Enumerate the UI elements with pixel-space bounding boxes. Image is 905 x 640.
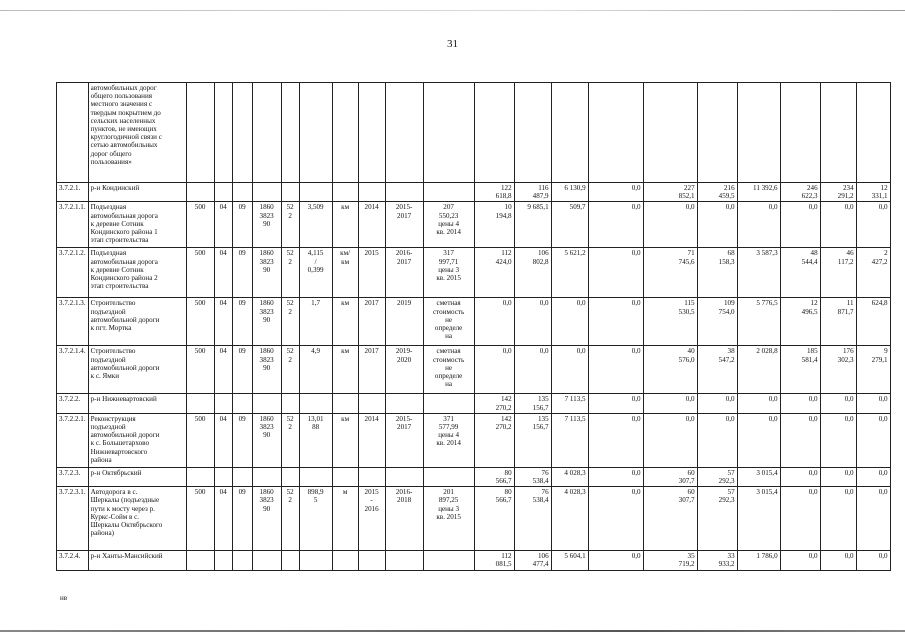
table-cell: 0,0 bbox=[737, 202, 780, 248]
table-cell bbox=[588, 83, 643, 183]
table-row bbox=[57, 551, 891, 570]
table-cell: 2016- 2018 bbox=[385, 487, 423, 551]
table-cell: 33 933,2 bbox=[697, 551, 737, 570]
table-cell: 115 530,5 bbox=[643, 298, 697, 346]
table-row bbox=[57, 346, 891, 394]
table-cell: 4,9 bbox=[299, 346, 332, 394]
table-row bbox=[57, 467, 891, 486]
table-cell: 1 786,0 bbox=[737, 551, 780, 570]
table-cell: 46 117,2 bbox=[820, 248, 856, 298]
table-cell bbox=[780, 83, 820, 183]
table-cell: 71 745,6 bbox=[643, 248, 697, 298]
table-cell: 0,0 bbox=[856, 487, 890, 551]
table-cell: 2016- 2017 bbox=[385, 248, 423, 298]
table-cell: 0,0 bbox=[588, 248, 643, 298]
row-code-cell: 3.7.2.2.1. bbox=[57, 413, 89, 467]
table-cell: 04 bbox=[214, 413, 232, 467]
table-cell bbox=[820, 83, 856, 183]
table-cell: 0,0 bbox=[737, 413, 780, 467]
row-name-cell: Автодорога в с. Шеркалы (подъездные пути к мосту через р. Куркс-Сойм в с. Шеркалы Октябрьского района) bbox=[88, 487, 186, 551]
table-cell: 09 bbox=[232, 202, 252, 248]
row-name-cell: Строительство подъездной автомобильной дороги к пгт. Мортка bbox=[88, 298, 186, 346]
table-cell: 52 2 bbox=[281, 413, 299, 467]
table-cell: сметная стоимость не определе на bbox=[423, 346, 474, 394]
table-cell: 0,0 bbox=[780, 487, 820, 551]
table-cell: 0,0 bbox=[856, 394, 890, 413]
table-cell bbox=[232, 467, 252, 486]
row-code-cell: 3.7.2.1.2. bbox=[57, 248, 89, 298]
table-cell: 317 997,71 цены 3 кв. 2015 bbox=[423, 248, 474, 298]
table-cell bbox=[299, 467, 332, 486]
table-cell: 0,0 bbox=[551, 298, 588, 346]
table-cell: 0,0 bbox=[820, 413, 856, 467]
table-cell: км bbox=[332, 413, 358, 467]
row-code-cell: 3.7.2.1.4. bbox=[57, 346, 89, 394]
table-cell: 500 bbox=[186, 346, 214, 394]
table-cell bbox=[186, 551, 214, 570]
table-cell bbox=[232, 551, 252, 570]
table-cell: автомобильных дорог общего пользования местного значения с твердым покрытием до сельских населенных пунктов, не имеющих круглогодичной связи с сетью автомобильных дорог общего пользования» bbox=[88, 83, 186, 183]
table-cell bbox=[385, 183, 423, 202]
row-code-cell: 3.7.2.1.1. bbox=[57, 202, 89, 248]
table-cell bbox=[299, 394, 332, 413]
table-cell bbox=[332, 394, 358, 413]
table-cell bbox=[358, 183, 385, 202]
table-cell: 2015- 2017 bbox=[385, 202, 423, 248]
table-row bbox=[57, 413, 891, 467]
table-cell: 0,0 bbox=[643, 202, 697, 248]
table-cell: 0,0 bbox=[697, 413, 737, 467]
table-cell: 624,8 bbox=[856, 298, 890, 346]
table-cell: 09 bbox=[232, 298, 252, 346]
table-cell: 5 604,1 bbox=[551, 551, 588, 570]
row-name-cell: р-н Нижневартовский bbox=[88, 394, 186, 413]
table-cell: 68 158,3 bbox=[697, 248, 737, 298]
table-cell: км bbox=[332, 202, 358, 248]
table-cell: 0,0 bbox=[820, 202, 856, 248]
table-cell: 4,115 / 0,399 bbox=[299, 248, 332, 298]
table-cell: 135 156,7 bbox=[514, 413, 551, 467]
table-cell: 216 459,5 bbox=[697, 183, 737, 202]
table-cell: 76 538,4 bbox=[514, 467, 551, 486]
table-cell: 52 2 bbox=[281, 346, 299, 394]
table-cell bbox=[214, 467, 232, 486]
table-cell bbox=[423, 83, 474, 183]
table-cell bbox=[358, 467, 385, 486]
table-cell: 0,0 bbox=[856, 551, 890, 570]
table-cell: 3 015,4 bbox=[737, 487, 780, 551]
row-name-cell: Подъездная автомобильная дорога к деревне Сотник Кондинского района 1 этап строительства bbox=[88, 202, 186, 248]
table-cell: 09 bbox=[232, 346, 252, 394]
table-cell: 142 270,2 bbox=[474, 413, 514, 467]
table-cell: 898,9 5 bbox=[299, 487, 332, 551]
table-cell: 6 130,9 bbox=[551, 183, 588, 202]
table-cell: 12 496,5 bbox=[780, 298, 820, 346]
scan-top-edge bbox=[0, 10, 905, 11]
table-cell bbox=[281, 83, 299, 183]
table-cell: 04 bbox=[214, 298, 232, 346]
table-cell: 0,0 bbox=[588, 183, 643, 202]
table-cell bbox=[281, 183, 299, 202]
table-cell bbox=[214, 394, 232, 413]
table-cell: 0,0 bbox=[820, 487, 856, 551]
table-cell: 5 621,2 bbox=[551, 248, 588, 298]
table-cell: 4 028,3 bbox=[551, 467, 588, 486]
table-cell: 176 302,3 bbox=[820, 346, 856, 394]
table-cell bbox=[281, 551, 299, 570]
table-cell: 500 bbox=[186, 298, 214, 346]
table-cell: 3 015,4 bbox=[737, 467, 780, 486]
table-cell: 0,0 bbox=[588, 487, 643, 551]
table-cell: 13,01 88 bbox=[299, 413, 332, 467]
table-row bbox=[57, 394, 891, 413]
table-cell bbox=[856, 83, 890, 183]
table-cell bbox=[214, 551, 232, 570]
table-cell: 04 bbox=[214, 487, 232, 551]
table-cell bbox=[332, 551, 358, 570]
table-cell: 3,509 bbox=[299, 202, 332, 248]
row-code-cell: 3.7.2.3. bbox=[57, 467, 89, 486]
row-name-cell: р-н Октябрьский bbox=[88, 467, 186, 486]
table-cell: 2019- 2020 bbox=[385, 346, 423, 394]
table-cell bbox=[299, 83, 332, 183]
table-cell: 234 291,2 bbox=[820, 183, 856, 202]
table-cell: 0,0 bbox=[588, 298, 643, 346]
table-cell: 10 194,8 bbox=[474, 202, 514, 248]
table-cell: 2015 bbox=[358, 248, 385, 298]
table-cell: 500 bbox=[186, 413, 214, 467]
table-cell bbox=[299, 183, 332, 202]
table-cell: 9 685,1 bbox=[514, 202, 551, 248]
table-cell: 2 427,2 bbox=[856, 248, 890, 298]
table-cell: 57 292,3 bbox=[697, 487, 737, 551]
table-cell bbox=[214, 183, 232, 202]
table-cell: 11 392,6 bbox=[737, 183, 780, 202]
row-code-cell: 3.7.2.3.1. bbox=[57, 487, 89, 551]
table-cell: 500 bbox=[186, 202, 214, 248]
table-cell: 1,7 bbox=[299, 298, 332, 346]
table-cell: км bbox=[332, 346, 358, 394]
table-cell: 0,0 bbox=[737, 394, 780, 413]
table-cell: 12 331,1 bbox=[856, 183, 890, 202]
table-cell: км/ км bbox=[332, 248, 358, 298]
program-table-container bbox=[56, 82, 891, 571]
table-cell: 48 544,4 bbox=[780, 248, 820, 298]
table-cell bbox=[385, 467, 423, 486]
program-table bbox=[56, 82, 891, 571]
table-cell: 2017 bbox=[358, 346, 385, 394]
table-cell bbox=[186, 183, 214, 202]
table-cell: 0,0 bbox=[588, 551, 643, 570]
table-cell bbox=[385, 551, 423, 570]
table-cell: 0,0 bbox=[780, 394, 820, 413]
table-cell: 60 307,7 bbox=[643, 467, 697, 486]
table-cell bbox=[232, 83, 252, 183]
table-cell bbox=[252, 551, 281, 570]
table-cell: 04 bbox=[214, 202, 232, 248]
table-cell bbox=[252, 183, 281, 202]
table-cell: 7 113,5 bbox=[551, 394, 588, 413]
table-cell bbox=[214, 83, 232, 183]
table-cell: 4 028,3 bbox=[551, 487, 588, 551]
table-cell bbox=[186, 394, 214, 413]
table-cell bbox=[281, 394, 299, 413]
table-row bbox=[57, 183, 891, 202]
table-cell: 0,0 bbox=[474, 346, 514, 394]
table-cell: 11 871,7 bbox=[820, 298, 856, 346]
table-cell bbox=[474, 83, 514, 183]
table-cell: 1860 3823 90 bbox=[252, 248, 281, 298]
table-cell bbox=[252, 83, 281, 183]
scan-bottom-edge bbox=[0, 630, 905, 632]
page-number: 31 bbox=[447, 38, 458, 50]
table-cell bbox=[423, 467, 474, 486]
table-cell: 2014 bbox=[358, 202, 385, 248]
table-cell: 38 547,2 bbox=[697, 346, 737, 394]
table-cell: 0,0 bbox=[514, 298, 551, 346]
table-cell: 57 292,3 bbox=[697, 467, 737, 486]
table-cell: 0,0 bbox=[856, 467, 890, 486]
table-cell bbox=[281, 467, 299, 486]
table-cell: 0,0 bbox=[643, 394, 697, 413]
table-cell bbox=[332, 83, 358, 183]
table-cell: 106 802,8 bbox=[514, 248, 551, 298]
table-cell: 227 852,1 bbox=[643, 183, 697, 202]
table-cell bbox=[232, 183, 252, 202]
table-cell: сметная стоимость не определе на bbox=[423, 298, 474, 346]
table-cell: 371 577,99 цены 4 кв. 2014 bbox=[423, 413, 474, 467]
table-row-continuation bbox=[57, 83, 891, 183]
table-cell: 52 2 bbox=[281, 298, 299, 346]
table-cell: 60 307,7 bbox=[643, 487, 697, 551]
table-cell bbox=[423, 551, 474, 570]
row-name-cell: Строительство подъездной автомобильной дороги к с. Ямки bbox=[88, 346, 186, 394]
row-code-cell: 3.7.2.1.3. bbox=[57, 298, 89, 346]
table-cell: 9 279,1 bbox=[856, 346, 890, 394]
table-cell: 0,0 bbox=[856, 202, 890, 248]
table-cell: 52 2 bbox=[281, 202, 299, 248]
table-cell: 201 897,25 цены 3 кв. 2015 bbox=[423, 487, 474, 551]
table-cell: 2017 bbox=[358, 298, 385, 346]
table-cell bbox=[643, 83, 697, 183]
table-cell: 0,0 bbox=[820, 394, 856, 413]
row-code-cell: 3.7.2.4. bbox=[57, 551, 89, 570]
table-cell: 3 587,3 bbox=[737, 248, 780, 298]
table-cell: 500 bbox=[186, 487, 214, 551]
table-cell bbox=[423, 394, 474, 413]
table-cell: 0,0 bbox=[697, 394, 737, 413]
table-cell bbox=[385, 394, 423, 413]
table-cell: 0,0 bbox=[588, 467, 643, 486]
table-cell: 0,0 bbox=[474, 298, 514, 346]
table-cell bbox=[697, 83, 737, 183]
table-cell bbox=[57, 83, 89, 183]
table-cell: 0,0 bbox=[588, 346, 643, 394]
table-cell: 142 270,2 bbox=[474, 394, 514, 413]
table-cell: 1860 3823 90 bbox=[252, 202, 281, 248]
table-cell bbox=[385, 83, 423, 183]
table-cell: 35 719,2 bbox=[643, 551, 697, 570]
table-cell: 0,0 bbox=[514, 346, 551, 394]
table-row bbox=[57, 298, 891, 346]
table-cell: 0,0 bbox=[780, 413, 820, 467]
table-cell bbox=[551, 83, 588, 183]
table-cell: 7 113,5 bbox=[551, 413, 588, 467]
table-cell: 09 bbox=[232, 248, 252, 298]
table-cell: 0,0 bbox=[780, 202, 820, 248]
table-cell bbox=[358, 551, 385, 570]
table-cell bbox=[358, 394, 385, 413]
table-cell bbox=[358, 83, 385, 183]
table-cell: 2014 bbox=[358, 413, 385, 467]
table-cell: 1860 3823 90 bbox=[252, 487, 281, 551]
table-cell: 0,0 bbox=[780, 467, 820, 486]
table-cell: 1860 3823 90 bbox=[252, 298, 281, 346]
row-name-cell: Подъездная автомобильная дорога к деревне Сотник Кондинского района 2 этап строительства bbox=[88, 248, 186, 298]
table-row bbox=[57, 248, 891, 298]
table-cell: 112 081,5 bbox=[474, 551, 514, 570]
row-name-cell: Реконструкция подъездной автомобильной дороги к с. Большетархово Нижневартовского района bbox=[88, 413, 186, 467]
table-cell bbox=[423, 183, 474, 202]
table-cell: 5 776,5 bbox=[737, 298, 780, 346]
row-code-cell: 3.7.2.2. bbox=[57, 394, 89, 413]
table-cell: 246 622,3 bbox=[780, 183, 820, 202]
table-cell: 500 bbox=[186, 248, 214, 298]
table-cell: 04 bbox=[214, 346, 232, 394]
table-cell: 0,0 bbox=[588, 413, 643, 467]
table-cell: 135 156,7 bbox=[514, 394, 551, 413]
table-cell: 09 bbox=[232, 487, 252, 551]
table-cell: 122 618,8 bbox=[474, 183, 514, 202]
table-cell: 116 487,9 bbox=[514, 183, 551, 202]
table-cell: 0,0 bbox=[588, 394, 643, 413]
table-cell: 1860 3823 90 bbox=[252, 346, 281, 394]
table-cell bbox=[299, 551, 332, 570]
table-cell: 80 566,7 bbox=[474, 487, 514, 551]
table-cell: 112 424,0 bbox=[474, 248, 514, 298]
table-cell: 2015- 2017 bbox=[385, 413, 423, 467]
table-cell: 509,7 bbox=[551, 202, 588, 248]
table-cell: 40 576,0 bbox=[643, 346, 697, 394]
table-cell: 0,0 bbox=[643, 413, 697, 467]
table-cell bbox=[252, 467, 281, 486]
table-cell: 106 477,4 bbox=[514, 551, 551, 570]
table-row bbox=[57, 487, 891, 551]
table-cell bbox=[332, 467, 358, 486]
table-cell: 207 550,23 цены 4 кв. 2014 bbox=[423, 202, 474, 248]
table-cell: 04 bbox=[214, 248, 232, 298]
table-cell: 0,0 bbox=[780, 551, 820, 570]
table-cell: 0,0 bbox=[551, 346, 588, 394]
row-code-cell: 3.7.2.1. bbox=[57, 183, 89, 202]
table-cell: 0,0 bbox=[820, 467, 856, 486]
row-name-cell: р-н Кондинский bbox=[88, 183, 186, 202]
table-cell: 0,0 bbox=[697, 202, 737, 248]
table-cell: 1860 3823 90 bbox=[252, 413, 281, 467]
footer-mark: нв bbox=[60, 594, 68, 602]
table-cell: 52 2 bbox=[281, 487, 299, 551]
table-cell: м bbox=[332, 487, 358, 551]
table-cell: 0,0 bbox=[588, 202, 643, 248]
table-cell: 0,0 bbox=[820, 551, 856, 570]
row-name-cell: р-н Ханты-Мансийский bbox=[88, 551, 186, 570]
table-cell bbox=[252, 394, 281, 413]
table-row bbox=[57, 202, 891, 248]
table-cell: 2 028,8 bbox=[737, 346, 780, 394]
table-cell bbox=[332, 183, 358, 202]
table-cell bbox=[737, 83, 780, 183]
table-cell: 109 754,0 bbox=[697, 298, 737, 346]
table-cell bbox=[514, 83, 551, 183]
table-cell bbox=[186, 467, 214, 486]
table-cell bbox=[232, 394, 252, 413]
table-cell: 2019 bbox=[385, 298, 423, 346]
table-cell: 52 2 bbox=[281, 248, 299, 298]
table-cell: км bbox=[332, 298, 358, 346]
table-cell: 09 bbox=[232, 413, 252, 467]
table-cell: 80 566,7 bbox=[474, 467, 514, 486]
table-cell: 0,0 bbox=[856, 413, 890, 467]
table-cell: 2015 - 2016 bbox=[358, 487, 385, 551]
table-cell: 76 538,4 bbox=[514, 487, 551, 551]
table-cell: 185 581,4 bbox=[780, 346, 820, 394]
table-cell bbox=[186, 83, 214, 183]
